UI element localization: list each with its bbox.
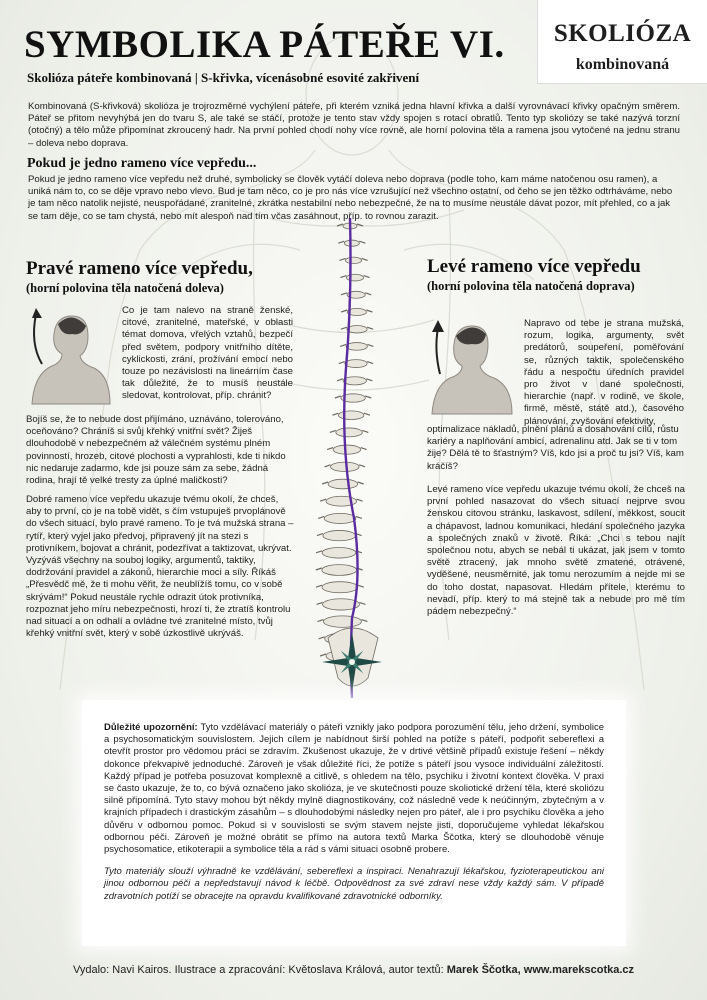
vertebra xyxy=(322,548,356,559)
vertebra xyxy=(343,377,366,385)
important-notice-box xyxy=(82,700,626,946)
vertebra xyxy=(346,274,363,281)
page-subtitle: Skolióza páteře kombinovaná | S-křivka, vícenásobné esovité zakřivení xyxy=(27,70,420,85)
topic-badge xyxy=(537,0,707,84)
badge-title: SKOLIÓZA xyxy=(553,20,692,47)
vertebra xyxy=(328,479,358,489)
vertebra xyxy=(345,257,361,263)
badge-subtitle: kombinovaná xyxy=(575,56,670,73)
vertebra xyxy=(323,530,356,540)
footer-credits xyxy=(0,964,707,976)
spine-illustration xyxy=(298,218,406,698)
vertebra xyxy=(344,240,359,246)
notice-label: Důležité upozornění: xyxy=(104,722,198,733)
vertebra xyxy=(322,565,357,576)
left-paragraph-b: Bojíš se, že to nebude dost přijímáno, uznáváno, tolerováno, oceňováno? Chráníš si svůj křehký vnitřní svět? Žiješ dlouhodobě v nebezpečném až válečném systému plném povinností, hrozeb, citové plochosti a vyprahlosti, kde ti nikdo nic nedaruje zadarmo, kde jsi pouze sám za sebe, žádná rodina, hrají tě velké tresty za úplné maličkosti? xyxy=(26,414,286,487)
vertebra xyxy=(345,360,367,368)
notice-paragraph xyxy=(104,722,604,856)
vertebra xyxy=(333,445,361,454)
right-subheading: (horní polovina těla natočená doprava) xyxy=(427,279,635,293)
pokud-heading: Pokud je jedno rameno více vepředu... xyxy=(27,156,257,171)
vertebra xyxy=(338,411,363,420)
vertebra xyxy=(346,343,367,351)
right-paragraph-a: Napravo od tebe je strana mužská, rozum, logika, argumenty, svět predátorů, soupeření, poměřování se, různých taktik, společenského řádu a nespočtu úředních pravidel pro život v dané společnosti, hierarchie (např. v rodině, ve škole, firmě, městě, státě atd.), časového plánování, zvyšování efektivity, xyxy=(524,318,684,427)
vertebrae-group xyxy=(316,223,378,686)
intro-paragraph: Kombinovaná (S-křivková) skolióza je trojrozměrné vychýlení páteře, při kterém vzniká jedna hlavní křivka a další vyrovnávací křivky opačným směrem. Páteř se přitom nevyhýbá jen do tvaru S, ale také se stáčí, protože je tento stav vždy spojen s rotací obratlů. Tento typ skoliózy se také nazývá torzní (otočný) a tělo může připomínat zkroucený hadr. Na první pohled chodí nohy více rovně, ale horní polovina těla a ramena jsou vytočené na jednu stranu – doleva nebo doprava. xyxy=(28,101,680,149)
right-paragraph-c: Levé rameno více vepředu ukazuje tvému okolí, že chceš na první pohled nasazovat do všech situací nejprve svou ženskou citovou stránku, laskavost, sdílení, měkkost, soucit a chápavost, ladnou komunikaci, hledání společného jazyka a společných znaků v životě. Říká: „Chci s tebou najít společnou notu, abych se nebál ti ukázat, jak jsem v tomto světě ztracený, jak mnoho světě zmatené, otrávené, vyděšené, neusměrnité, jak tomu nerozumím a nejde mi se do toho dostat, napasovat. Hledám přítele, kterému to nevadí, příp. který to má stejně tak a nebude pro mě tím pádem nebezpečný.“ xyxy=(427,484,685,618)
left-paragraph-c: Dobré rameno více vepředu ukazuje tvému okolí, že chceš, aby to první, co je na tobě vidět, s čím vstupuješ prvoplánově do všech situací, bylo pravé rameno. To je tvá mužská strana – rytíř, který vyjel jako předvoj, připravený jít na stezi s protivníkem, bojovat a chránit, podezřívat a taktizovat, ukrývat. Vyzýváš všechny na souboj logiky, argumentů, taktiky, dodržování pravidel a zákonů, hierarchie moci a síly. Říkáš „Přesvědč mě, že ti mohu věřit, že neublížíš tomu, co v sobě skrývám!“ Pokud neustále rychle odrazit útok protivníka, rozpoznat jeho míru nebezpečnosti, hrozí ti, že ztratíš kontrolu nad situací a on odhalí a ovládne tvé zranitelné místo, tvůj křehký vnitřní svět, který v sobě úzkostlivě ukrýváš. xyxy=(26,494,294,640)
footer-prefix: Vydalo: Navi Kairos. Ilustrace a zpracování: Květoslava Králová, autor textů: xyxy=(72,964,447,976)
left-heading: Pravé rameno více vepředu, xyxy=(26,258,253,279)
vertebra xyxy=(331,462,360,471)
vertebra xyxy=(324,513,356,523)
notice-disclaimer: Tyto materiály slouží výhradně ke vzdělávání, sebereflexi a inspiraci. Nenahrazují lékařskou, fyzioterapeutickou ani jinou odbornou péči a nepředstavují návod k léčbě. Odpovědnost za své zdraví nese vždy každý sám. V případě zdravotních potíží se obracejte na opravdu kvalifikované zdravotnické odborníky. xyxy=(104,866,604,902)
vertebra xyxy=(322,582,358,593)
pokud-paragraph: Pokud je jedno rameno více vepředu než druhé, symbolicky se člověk vytáčí doleva nebo doprava (podle toho, kam máme natočenou osu ramen), a uniká nám to, co se děje vpravo nebo vlevo. Bud je tam něco, co je pro nás více vzrušující než všechno ostatní, od čeho se jen těžko odtrháváme, nebo je tam něco natolik nejisté, neuspořádané, zranitelné, zkrátka nestabilní nebo nebezpečné, že na to musíme neustále dávat pozor, mít přehled, co a jak se tam děje, co se tam chystá, nebo mít alespoň nad tím včas zasáhnout, příp. to rovnou zarazit. xyxy=(28,174,673,222)
footer-author-link[interactable]: Marek Ščotka, www.marekscotka.cz xyxy=(446,964,635,976)
notice-text: Tyto vzdělávací materiály o páteři vznikly jako podpora porozumění tělu, jeho držení, symbolice a psychosomatickým souvislostem. Jejich cílem je nabídnout širší pohled na potíže s páteří, podpořit sebereflexi a otevřít prostor pro vědomou práci se zdravím. Zkušenost ukazuje, že v drtivé většině případů existuje řešení – někdy dokonce překvapivě jednoduché. Zároveň je však důležité říci, že potíže s páteří jsou vysoce individuální záležitostí. Každý případ je potřeba posuzovat komplexně a citlivě, s ohledem na tělo, psychiku i životní kontext člověka. V praxi se často ukazuje, že to, co bývá označeno jako skolióza, je ve skutečnosti pouze skoliotické držení těla, které skoliózu silně připomíná. Tyto stavy mohou být někdy mylně diagnostikovány, což následně vede k neúčinným, zbytečným a v krajních případech i drastickým zásahům – s dlouhodobými následky nejen pro páteř, ale i pro psychiku člověka a jeho důvěru v odbornou pomoc. Pokud si v souvislosti se svým stavem nejste jisti, doporučujeme vyhledat lékařskou odbornou péči. Zároveň je možné obrátit se přímo na autora textů Marka Ščotka, který se dlouhodobě věnuje psychosomatice, etikoterapii a symbolice těla a rád s vámi situaci osobně probere. xyxy=(104,722,605,856)
right-heading: Levé rameno více vepředu xyxy=(427,256,641,277)
bust-rotated-left-icon xyxy=(22,304,117,412)
left-subheading: (horní polovina těla natočená doleva) xyxy=(26,281,224,295)
bust-rotated-right-icon xyxy=(424,314,520,422)
star-ornament-icon xyxy=(322,632,382,692)
vertebra xyxy=(336,428,362,437)
left-paragraph-a: Co je tam nalevo na straně ženské, citové, zranitelné, mateřské, v oblasti témat domova, vřelých vztahů, bezpečí před světem, podpory vnitřního dítěte, cyklickosti, zrání, prožívání emocí nebo touze po nezávislosti na lineárním čase tak důležité, že to musíš neustále sledovat, kontrolovat, příp. chránit? xyxy=(122,305,293,402)
vertebra xyxy=(324,616,362,628)
right-paragraph-b: optimalizace nákladů, plnění plánů a dosahování cílů, růstu kariéry a naplňování ambicí, adrenalinu atd. Jak se ti v tom žije? Dělá tě to šťastným? Víš, kdo jsi a proč tu jsi? Víš, kam kráčíš? xyxy=(427,424,684,472)
page-title: SYMBOLIKA PÁTEŘE VI. xyxy=(24,23,505,66)
